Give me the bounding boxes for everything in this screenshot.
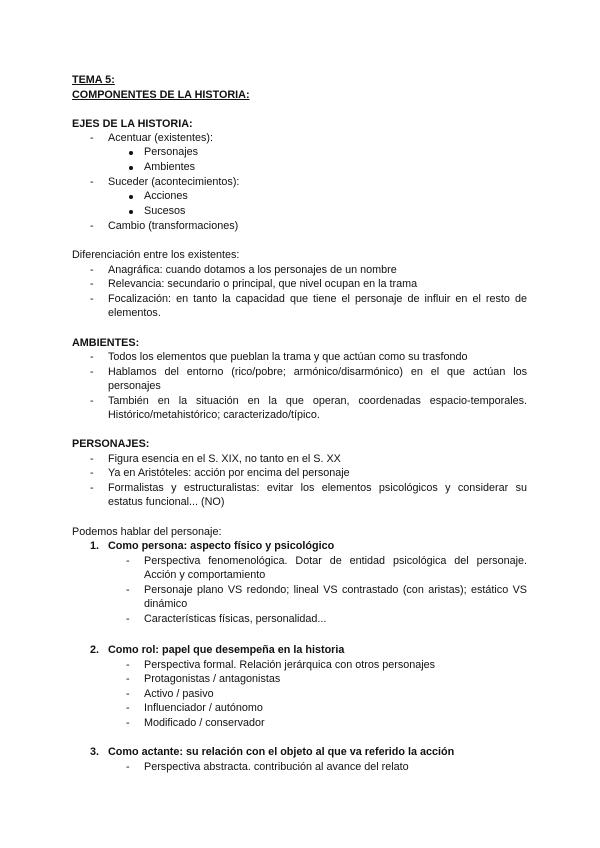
ejes-sub-acciones: Acciones [144, 190, 188, 202]
dash-marker: - [126, 659, 130, 671]
personajes-heading: PERSONAJES: [72, 438, 150, 450]
dash-marker: - [90, 176, 94, 188]
diferenciacion-item-cont: elementos. [108, 307, 161, 319]
dash-marker: - [90, 395, 94, 407]
dash-marker: - [90, 467, 94, 479]
persona-item: Personaje plano VS redondo; lineal VS contrastado (con aristas); estático VS [144, 584, 527, 596]
dash-marker: - [90, 366, 94, 378]
bullet-dot [129, 195, 133, 199]
diferenciacion-intro: Diferenciación entre los existentes: [72, 249, 240, 261]
title-line-2: COMPONENTES DE LA HISTORIA: [72, 89, 250, 101]
rol-item: Activo / pasivo [144, 688, 214, 700]
actante-item: Perspectiva abstracta. contribución al avance del relato [144, 761, 409, 773]
ejes-item-acentuar: Acentuar (existentes): [108, 132, 214, 144]
dash-marker: - [90, 264, 94, 276]
personajes-item: Figura esencia en el S. XIX, no tanto en el S. XX [108, 453, 341, 465]
ejes-heading: EJES DE LA HISTORIA: [72, 118, 193, 130]
ejes-sub-sucesos: Sucesos [144, 205, 186, 217]
ejes-item-suceder: Suceder (acontecimientos): [108, 176, 240, 188]
dash-marker: - [90, 293, 94, 305]
dash-marker: - [90, 482, 94, 494]
dash-marker: - [126, 613, 130, 625]
section-number: 3. [90, 746, 100, 758]
bullet-dot [129, 166, 133, 170]
title-line-1: TEMA 5: [72, 74, 115, 86]
ambientes-item: Hablamos del entorno (rico/pobre; armónico/disarmónico) en el que actúan los [108, 366, 527, 378]
section-heading-actante: Como actante: su relación con el objeto al que va referido la acción [108, 746, 455, 758]
persona-item-cont: dinámico [144, 598, 188, 610]
ambientes-item-cont: personajes [108, 380, 161, 392]
dash-marker: - [126, 584, 130, 596]
personajes-item: Formalistas y estructuralistas: evitar los elementos psicológicos y considerar su [108, 482, 527, 494]
diferenciacion-item: Relevancia: secundario o principal, que nivel ocupan en la trama [108, 278, 418, 290]
ambientes-item-cont: Histórico/metahistórico; caracterizado/típico. [108, 409, 320, 421]
ejes-item-cambio: Cambio (transformaciones) [108, 220, 239, 232]
dash-marker: - [90, 453, 94, 465]
section-heading-rol: Como rol: papel que desempeña en la historia [108, 644, 345, 656]
personajes-item: Ya en Aristóteles: acción por encima del personaje [108, 467, 350, 479]
ejes-sub-personajes: Personajes [144, 146, 199, 158]
dash-marker: - [126, 717, 130, 729]
rol-item: Modificado / conservador [144, 717, 265, 729]
dash-marker: - [90, 278, 94, 290]
rol-item: Perspectiva formal. Relación jerárquica con otros personajes [144, 659, 436, 671]
dash-marker: - [90, 351, 94, 363]
dash-marker: - [126, 761, 130, 773]
bullet-dot [129, 151, 133, 155]
ambientes-item: Todos los elementos que pueblan la trama y que actúan como su trasfondo [108, 351, 468, 363]
diferenciacion-item: Focalización: en tanto la capacidad que tiene el personaje de influir en el resto de [108, 293, 527, 305]
ejes-sub-ambientes: Ambientes [144, 161, 196, 173]
ambientes-heading: AMBIENTES: [72, 337, 140, 349]
dash-marker: - [126, 702, 130, 714]
persona-item-cont: Acción y comportamiento [144, 569, 266, 581]
personajes-item-cont: estatus funcional... (NO) [108, 496, 225, 508]
dash-marker: - [126, 555, 130, 567]
bullet-dot [129, 210, 133, 214]
section-heading-persona: Como persona: aspecto físico y psicológico [108, 540, 335, 552]
ambientes-item: También en la situación en la que operan, coordenadas espacio-temporales. [108, 395, 527, 407]
dash-marker: - [90, 132, 94, 144]
persona-item: Perspectiva fenomenológica. Dotar de entidad psicológica del personaje. [144, 555, 527, 567]
rol-item: Protagonistas / antagonistas [144, 673, 281, 685]
section-number: 2. [90, 644, 100, 656]
dash-marker: - [126, 673, 130, 685]
dash-marker: - [126, 688, 130, 700]
dash-marker: - [90, 220, 94, 232]
diferenciacion-item: Anagráfica: cuando dotamos a los personajes de un nombre [108, 264, 397, 276]
hablar-intro: Podemos hablar del personaje: [72, 526, 222, 538]
persona-item: Características físicas, personalidad... [144, 613, 327, 625]
rol-item: Influenciador / autónomo [144, 702, 263, 714]
section-number: 1. [90, 540, 100, 552]
